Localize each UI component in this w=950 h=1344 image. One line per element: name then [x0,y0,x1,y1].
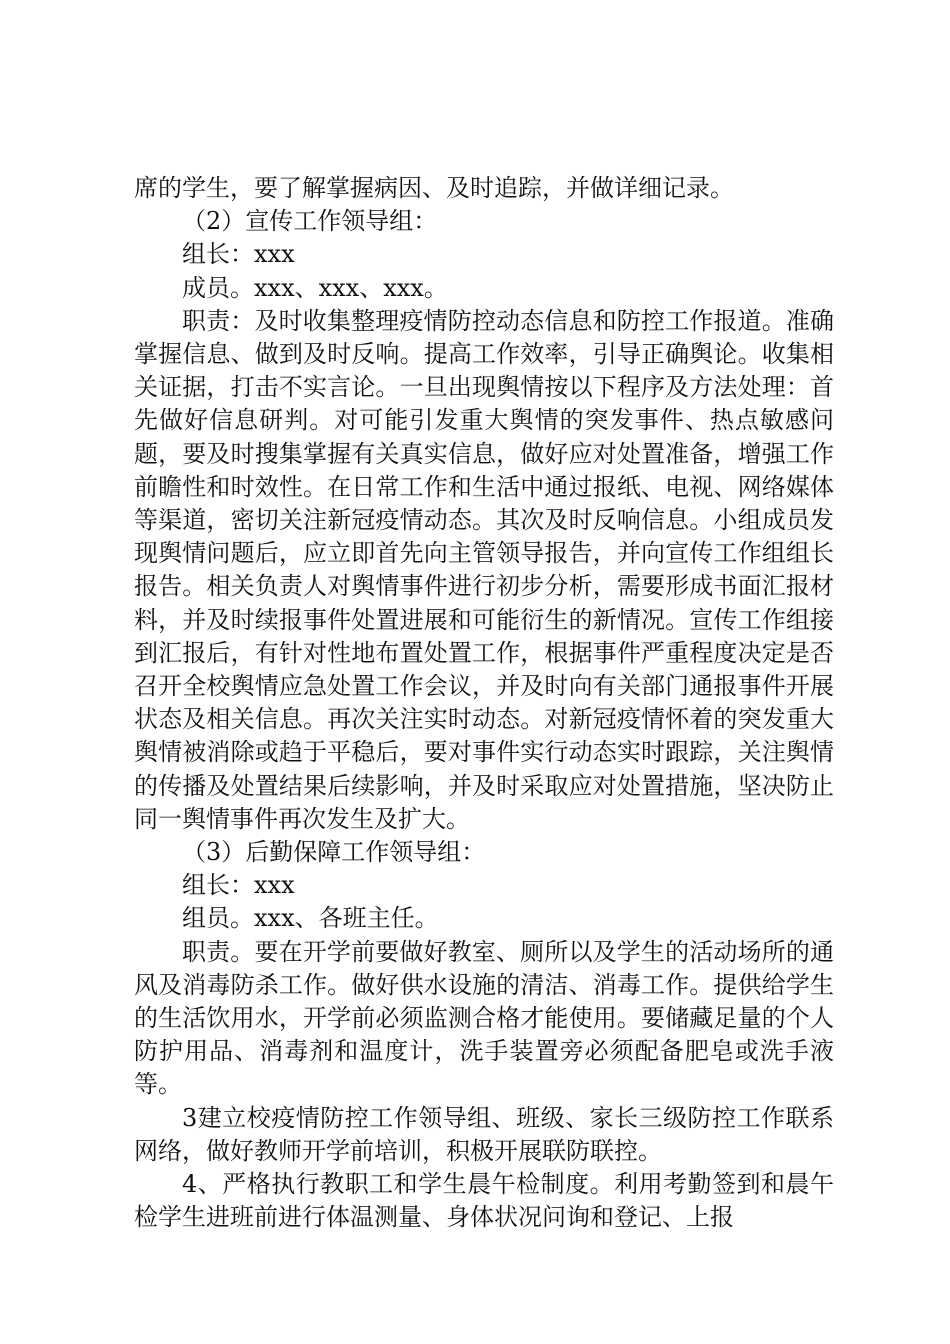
logistics-group-leader: 组长：xxx [182,871,295,900]
heading-logistics-group: （3）后勤保障工作领导组： [182,838,486,867]
publicity-group-members: 成员。xxx、xxx、xxx。 [182,273,448,302]
publicity-group-duties: 职责：及时收集整理疫情防控动态信息和防控工作报道。准确掌握信息、做到及时反响。提高工作效率，引导正确舆论。收集相关证据，打击不实言论。一旦出现舆情按以下程序及方法处理：首先做好信息研判。对可能引发重大舆情的突发事件、热点敏感问题，要及时搜集掌握有关真实信息，做好应对处置准备，增强工作前瞻性和时效性。在日常工作和生活中通过报纸、电视、网络媒体等渠道，密切关注新冠疫情动态。其次及时反响信息。小组成员发现舆情问题后，应立即首先向主管领导报告，并向宣传工作组组长报告。相关负责人对舆情事件进行初步分析，需要形成书面汇报材料，并及时续报事件处置进展和可能衍生的新情况。宣传工作组接到汇报后，有针对性地布置处置工作，根据事件严重程度决定是否召开全校舆情应急处置工作会议，并及时向有关部门通报事件开展状态及相关信息。再次关注实时动态。对新冠疫情怀着的突发重大舆情被消除或趋于平稳后，要对事件实行动态实时跟踪，关注舆情的传播及处置结果后续影响，并及时采取应对处置措施，坚决防止同一舆情事件再次发生及扩大。 [134,306,834,833]
heading-publicity-group: （2）宣传工作领导组： [182,207,438,236]
logistics-group-duties: 职责。要在开学前要做好教室、厕所以及学生的活动场所的通风及消毒防杀工作。做好供水设施的清洁、消毒工作。提供给学生的生活饮用水，开学前必须监测合格才能使用。要储藏足量的个人防护用品、消毒剂和温度计，洗手装置旁必须配备肥皂或洗手液等。 [134,937,834,1099]
paragraph-continuation: 席的学生，要了解掌握病因、及时追踪，并做详细记录。 [134,174,734,202]
document-body [134,172,834,1235]
logistics-group-members: 组员。xxx、各班主任。 [182,904,439,933]
paragraph-item-4: 4、严格执行教职工和学生晨午检制度。利用考勤签到和晨午检学生进班前进行体温测量、身体状况问询和登记、上报 [134,1170,834,1232]
publicity-group-leader: 组长：xxx [182,240,295,269]
paragraph-item-3: 3建立校疫情防控工作领导组、班级、家长三级防控工作联系网络，做好教师开学前培训，积极开展联防联控。 [134,1103,834,1165]
